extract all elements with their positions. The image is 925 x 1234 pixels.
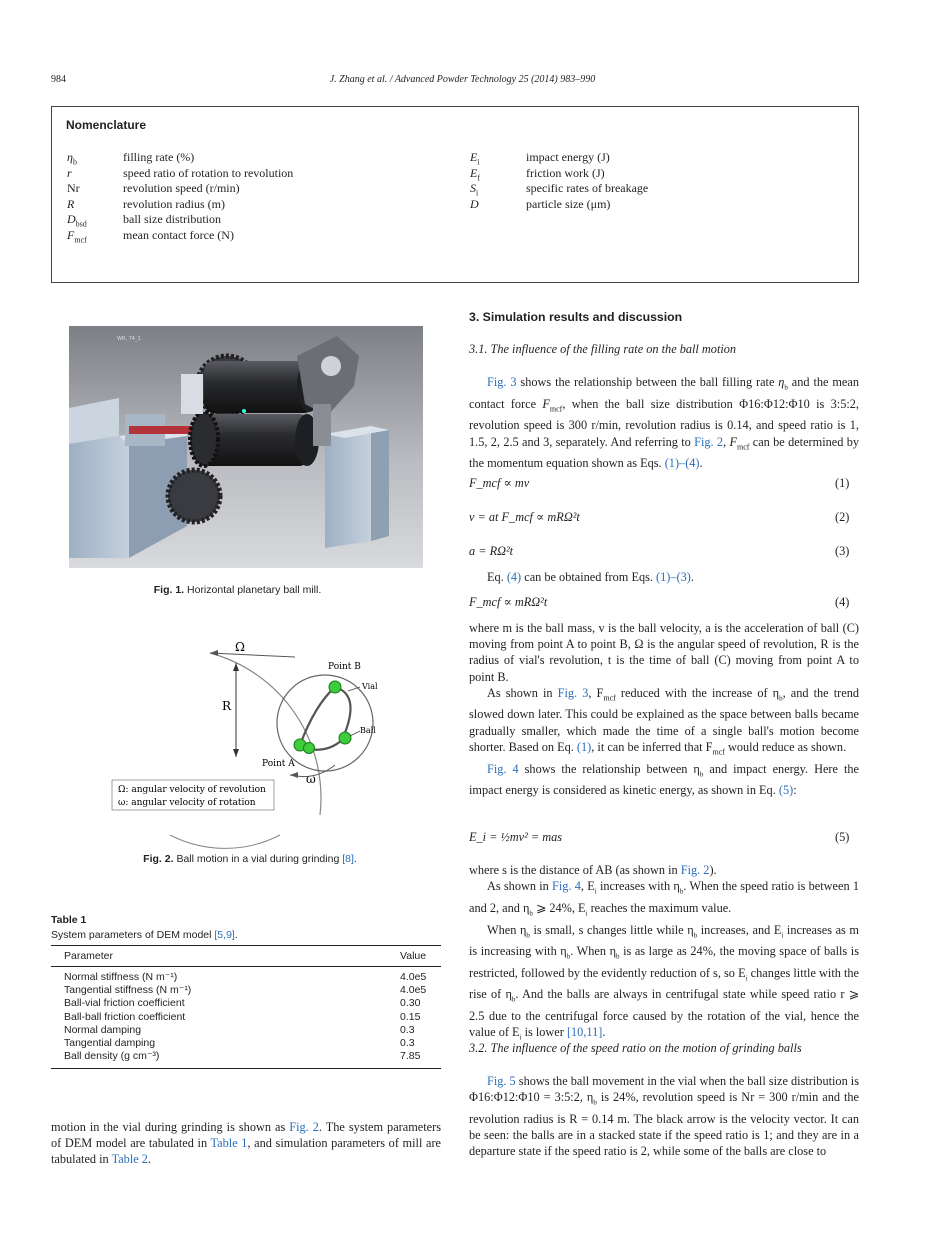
fig2-pointB-label: Point B <box>328 662 361 672</box>
table1-mid-rule <box>51 966 441 967</box>
text: ⩾ 24%, E <box>532 900 586 915</box>
text: . <box>690 570 694 584</box>
equation-5-number: (5) <box>835 830 850 844</box>
text: would reduce as shown. <box>724 739 847 754</box>
table1-cell-value: 4.0e5 <box>400 984 427 997</box>
symbol-main: r <box>67 165 72 180</box>
text: increases, and E <box>697 922 782 937</box>
journal-header: J. Zhang et al. / Advanced Powder Technology 25 (2014) 983–990 <box>329 74 596 85</box>
table1-caption: System parameters of DEM model [5,9]. <box>51 929 238 941</box>
nomenclature-definition: filling rate (%) <box>123 150 195 164</box>
symbol-main: E <box>470 165 478 180</box>
fig2-pointA-label: Point A <box>262 759 295 769</box>
text: As shown in <box>487 685 558 700</box>
table2-link[interactable]: Table 2 <box>111 1152 148 1167</box>
nomenclature-definition: particle size (μm) <box>526 196 611 211</box>
text: changes little with the rise of η <box>469 965 860 1002</box>
fig1-corner-text: WR, 74_1 <box>117 336 141 342</box>
fig2-label: Fig. 2. <box>143 853 174 865</box>
table1-cell-value: 0.3 <box>400 1023 415 1036</box>
fig2-link[interactable]: Fig. 2 <box>289 1120 319 1134</box>
text: , E <box>580 879 595 894</box>
text: reaches the maximum value. <box>587 900 732 915</box>
eqs-link[interactable]: (1)–(4) <box>664 456 700 471</box>
table1-cell-parameter: Ball-ball friction coefficient <box>64 1010 186 1023</box>
table1-cell-parameter: Ball density (g cm⁻³) <box>64 1050 160 1063</box>
paragraph-6-to-8: where s is the distance of AB (as shown in Fig. 2). As shown in Fig. 4, $E_i$ increases with $\eta_b$. When the speed ratio is between 1 and 2, and $\eta_b$ ⩾ 24%, $E_i$ reaches the maximum value. When $\eta_b$ is small, s changes little while $\eta_b$ increases, and $E_i$ increases as m is increasing with $\eta_b$. When $\eta_b$ is as large as 24%, the moving space of balls is restricted, followed by the evidently reduction of s, so $E_i$ changes little with the rise of $\eta_b$. And the balls are always in centrifugal state while speed ratio r ⩾ 2.5 due to the centrifugal force caused by the rotation of the vial, hence the value of $E_i$ is lower [10,11]. <box>469 863 860 1042</box>
table1-cell-parameter: Ball-vial friction coefficient <box>64 997 185 1010</box>
text: can be obtained from Eqs. <box>521 570 657 584</box>
table1-title: Table 1 <box>51 914 87 926</box>
text: where m is the ball mass, v is the ball velocity, a is the acceleration of ball (C) moving from point A to point B, Ω is the angular speed of revolution, R is the radius of vial's revolution, t is the time of ball (C) moving from point A to point B. <box>469 621 859 684</box>
text: . When the speed ratio is between 1 and 2, and η <box>469 879 859 915</box>
table1-cell-value: 4.0e5 <box>400 971 427 983</box>
text: ). <box>709 863 717 877</box>
text: , <box>723 434 730 449</box>
symbol-main: D <box>67 212 76 226</box>
text: , it can be inferred that F <box>591 739 713 754</box>
table1-cell-parameter: Normal stiffness (N m⁻¹) <box>64 971 178 983</box>
nomenclature-symbol <box>470 166 480 182</box>
page-number: 984 <box>51 74 66 85</box>
nomenclature-definition: revolution radius (m) <box>123 196 225 211</box>
text: Eq. <box>487 570 507 584</box>
fig2-legend-line1: Ω: angular velocity of revolution <box>118 785 266 795</box>
symbol-subscript: i <box>476 188 479 198</box>
text: motion in the vial during grinding is shown as <box>51 1120 290 1134</box>
text: and impact energy. Here the impact energy is considered as kinetic energy, as shown in Eq. <box>469 761 860 798</box>
eq4-link[interactable]: (4) <box>506 570 522 584</box>
text: increases with η <box>596 879 680 894</box>
equation-3: a = RΩ²t <box>469 544 514 558</box>
table1-top-rule <box>51 945 441 946</box>
eq5-link[interactable]: (5) <box>778 783 794 798</box>
nomenclature-definition: ball size distribution <box>123 212 221 226</box>
table1-col-value: Value <box>400 950 427 962</box>
table1-bottom-rule <box>51 1068 441 1069</box>
ref-link[interactable]: [10,11] <box>566 1025 603 1040</box>
table1-cell-value: 0.30 <box>400 997 421 1010</box>
symbol-main: R <box>67 196 75 211</box>
nomenclature-symbol <box>470 197 479 212</box>
fig2-R-label: R <box>222 699 232 713</box>
nomenclature-symbol <box>67 197 74 212</box>
symbol-main: η <box>67 150 73 164</box>
symbol-subscript: b <box>72 157 77 167</box>
symbol-subscript: mcf <box>74 234 87 244</box>
equation-4-number: (4) <box>835 595 850 609</box>
nomenclature-definition: impact energy (J) <box>526 150 610 164</box>
nomenclature-symbol <box>67 166 72 181</box>
text: is 24%, revolution speed is Nr = 300 r/min and the revolution radius is R = 0.14 m. The black arrow is the velocity vector. It can be seen: the balls are in a stacked state if the speed ratio is 1; and they are in a departure state if the speed ratio is 2, while some of the balls are close to <box>469 1090 859 1159</box>
text: shows the relationship between η <box>518 761 700 776</box>
fig2-link[interactable]: Fig. 2 <box>694 434 724 449</box>
left-bottom-paragraph <box>51 1119 441 1168</box>
text: . <box>602 1025 606 1040</box>
nomenclature-symbol <box>67 150 77 166</box>
equation-2: v = at F_mcf ∝ mRΩ²t <box>469 510 580 524</box>
nomenclature-symbol <box>67 212 87 228</box>
nomenclature-symbol <box>470 150 480 166</box>
fig1-caption-text: Horizontal planetary ball mill. <box>187 584 322 596</box>
symbol-main: E <box>470 150 478 164</box>
table1-cell-parameter: Tangential stiffness (N m⁻¹) <box>64 984 192 997</box>
text: . And the balls are always in centrifugal state while speed ratio r ⩾ 2.5 due to the centrifugal force caused by the rotation of the vial, hence the value of E <box>469 987 860 1040</box>
table1-ref-link[interactable]: [5,9] <box>214 929 235 941</box>
fig2-diagram <box>110 635 378 850</box>
table1-cell-value: 0.15 <box>400 1010 421 1023</box>
text: , and simulation parameters of mill are tabulated in <box>51 1136 441 1167</box>
symbol-main: S <box>470 181 476 195</box>
fig4-link[interactable]: Fig. 4 <box>552 879 581 894</box>
equation-5: E_i = ½mv² = mas <box>469 830 563 844</box>
table1-cell-parameter: Normal damping <box>64 1023 142 1036</box>
table1-link[interactable]: Table 1 <box>210 1136 248 1151</box>
symbol-main: Nr <box>67 181 80 195</box>
equation-2-number: (2) <box>835 510 850 524</box>
text: , F <box>588 685 604 700</box>
paragraph-3-to-5: where m is the ball mass, v is the ball velocity, a is the acceleration of ball (C) moving from point A to point B, Ω is the angular speed of revolution, R is the radius of vial's revolution, t is the time of ball (C) moving from point A to point B. As shown in Fig. 3, $F_{mcf}$ reduced with the increase of $\eta_b$, and the trend slowed down later. This could be explained as the space between balls became gradually smaller, which made the time of a single ball's motion become shorter. Based on Eq. (1), it can be inferred that $F_{mcf}$ would reduce as shown. Fig. 4 shows the relationship between $\eta_b$ and impact energy. Here the impact energy is considered as kinetic energy, as shown in Eq. (5): <box>469 621 860 798</box>
nomenclature-symbol <box>67 181 80 196</box>
text: : <box>793 783 797 798</box>
table1-cell-parameter: Tangential damping <box>64 1037 156 1049</box>
fig1-caption <box>0 584 475 596</box>
fig2-legend-line2: ω: angular velocity of rotation <box>118 798 256 808</box>
fig2-omega-small-label: ω <box>306 772 316 786</box>
subsection-1-title: 3.1. The influence of the filling rate on the ball motion <box>469 342 737 356</box>
symbol-main: D <box>470 196 479 211</box>
symbol-main: F <box>67 227 75 242</box>
text: is small, s changes little while η <box>529 922 694 937</box>
paragraph-9: Fig. 5 shows the ball movement in the vial when the ball size distribution is Φ16:Φ12:Φ10 = 3:5:2, $\eta_b$ is 24%, revolution speed is Nr = 300 r/min and the revolution radius is R = 0.14 m. The black arrow is the velocity vector. It can be seen: the balls are in a stacked state if the speed ratio is 1; and they are in a departure state if the speed ratio is 2, while some of the balls are close to <box>469 1074 860 1159</box>
nomenclature-definition: friction work (J) <box>526 165 605 180</box>
eq1-link[interactable]: (1) <box>576 739 592 754</box>
text: can be determined by the momentum equation shown as Eqs. <box>469 434 860 471</box>
text: shows the ball movement in the vial when the ball size distribution is Φ16:Φ12:Φ10 = 3:5:2, η <box>469 1074 860 1105</box>
text: . <box>147 1152 151 1167</box>
text: , when the ball size distribution Φ16:Φ12:Φ10 is 3:5:2, revolution speed is 300 r/min, revolution radius is 0.14, and speed ratio is 1, 1.5, 2, 2.5 and 3, separately. And referring to <box>469 396 859 449</box>
equation-1-number: (1) <box>835 476 850 490</box>
text: is as large as 24%, the moving space of balls is restricted, followed by the evidently reduction of s, so E <box>469 944 859 980</box>
nomenclature-symbol <box>470 181 478 197</box>
table1-cell-value: 0.3 <box>400 1037 415 1049</box>
text: . <box>699 456 703 471</box>
symbol-subscript: f <box>477 172 481 182</box>
equation-4: F_mcf ∝ mRΩ²t <box>469 595 548 609</box>
nomenclature-definition: mean contact force (N) <box>123 227 234 242</box>
fig2-link[interactable]: Fig. 2 <box>680 863 710 877</box>
text: increases as m is increasing with η <box>469 922 859 959</box>
fig2-caption-text: Ball motion in a vial during grinding <box>176 853 340 865</box>
nomenclature-definition: revolution speed (r/min) <box>123 181 240 195</box>
fig2-ball-label: Ball <box>360 726 376 735</box>
text: is lower <box>521 1025 567 1040</box>
table1-caption-text: System parameters of DEM model <box>51 929 212 941</box>
section-title: 3. Simulation results and discussion <box>469 310 683 324</box>
text: When η <box>487 922 527 937</box>
nomenclature-definition: speed ratio of rotation to revolution <box>123 165 294 180</box>
fig4-link[interactable]: Fig. 4 <box>487 761 519 776</box>
text: , and the trend slowed down later. This could be explained as the space between balls became gradually smaller, which made the time of a single ball's motion become shorter. Based on Eq. <box>469 685 859 754</box>
eqs-link[interactable]: (1)–(3) <box>656 570 691 584</box>
text: As shown in <box>487 879 553 894</box>
equation-1: F_mcf ∝ mv <box>469 476 530 490</box>
fig3-link[interactable]: Fig. 3 <box>557 685 589 700</box>
fig1-label: Fig. 1. <box>153 584 185 596</box>
table1-cell-value: 7.85 <box>400 1050 421 1063</box>
nomenclature-symbol <box>67 228 87 244</box>
table1-col-parameter: Parameter <box>64 950 114 962</box>
text: . When η <box>570 944 617 959</box>
text: . The system parameters of DEM model are tabulated in <box>51 1120 441 1151</box>
fig2-vial-label: Vial <box>362 682 378 691</box>
fig5-link[interactable]: Fig. 5 <box>487 1074 516 1088</box>
text: and the mean contact force <box>469 375 859 411</box>
paragraph-1: Fig. 3 shows the relationship between the ball filling rate $\eta_b$ and the mean contact force $F_{mcf}$, when the ball size distribution Φ16:Φ12:Φ10 is 3:5:2, revolution speed is 300 r/min, revolution radius is 0.14, and speed ratio is 1, 1.5, 2, 2.5 and 3, separately. And referring to Fig. 2, $F_{mcf}$ can be determined by the momentum equation shown as Eqs. (1)–(4). <box>469 375 860 471</box>
subsection-2-title: 3.2. The influence of the speed ratio on the motion of grinding balls <box>469 1041 802 1055</box>
fig1-image <box>69 326 423 568</box>
fig2-ref-link[interactable]: [8] <box>342 853 354 865</box>
nomenclature-definition: specific rates of breakage <box>526 181 649 195</box>
symbol-subscript: bsd <box>75 219 87 229</box>
text: where s is the distance of AB (as shown in <box>469 863 681 877</box>
fig2-caption: Fig. 2. Ball motion in a vial during grinding [8]. <box>143 853 357 865</box>
equation-3-number: (3) <box>835 544 850 558</box>
text: shows the relationship between the ball filling rate <box>516 375 779 389</box>
text: reduced with the increase of η <box>615 685 780 700</box>
symbol-subscript: i <box>477 157 480 167</box>
paragraph-2 <box>469 569 859 585</box>
fig2-omega-label: Ω <box>235 640 245 654</box>
fig3-link[interactable]: Fig. 3 <box>487 375 517 389</box>
nomenclature-title: Nomenclature <box>66 118 147 132</box>
